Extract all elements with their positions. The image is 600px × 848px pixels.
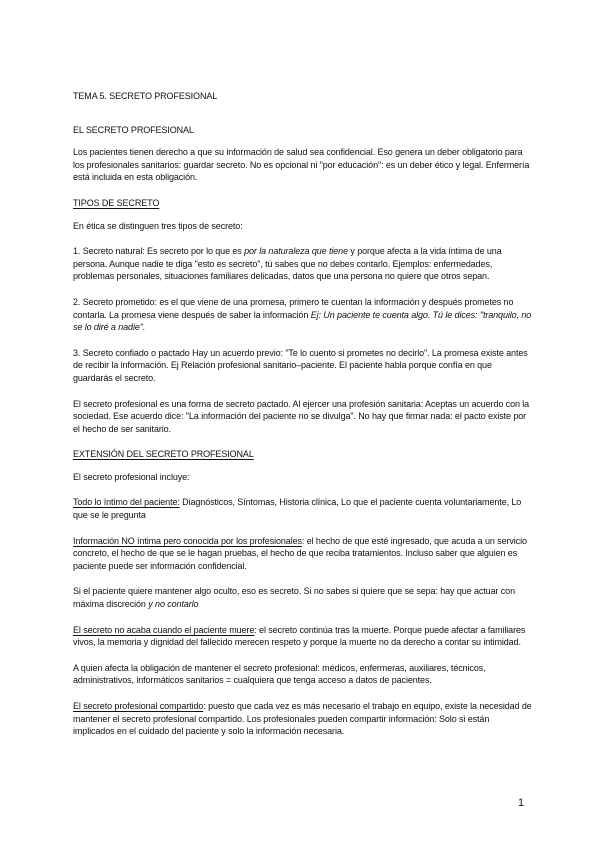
italic-run: por la naturaleza que tiene	[244, 246, 348, 257]
underlined-label: El secreto no acaba cuando el paciente muere	[73, 624, 255, 635]
paragraph-discrecion	[73, 585, 533, 610]
paragraph-secreto-natural	[73, 245, 533, 283]
paragraph-compartido	[73, 700, 533, 738]
paragraph-secreto-pactado: El secreto profesional es una forma de secreto pactado. Al ejercer una profesión sanitaria: Aceptas un acuerdo con la sociedad. Ese acuerdo dice: "La información del paciente no se divulga". No hay que firmar nada: el pacto existe por el hecho de ser sanitario.	[73, 398, 530, 434]
text-run: y porque afecta a la vida íntima de una persona. Aunque nadie te diga "esto es secreto", tú sabes que no debes contarlo. Ejemplos: enfermedades, problemas personales, situaciones familiares delicadas, datos que una persona no quiere que otros sepan.	[73, 246, 502, 282]
document-title: TEMA 5. SECRETO PROFESIONAL	[73, 91, 218, 101]
text-run: Si el paciente quiere mantener algo oculto, eso es secreto. Si no sabes si quiere que se sepa: hay que actuar con máxima discreción	[73, 586, 515, 610]
text-run: 1. Secreto natural: Es secreto por lo que es	[73, 246, 245, 257]
paragraph-a-quien-afecta: A quien afecta la obligación de mantener el secreto profesional: médicos, enfermeras, auxiliares, técnicos, administrativos, informáticos sanitarios = cualquiera que tenga acceso a datos de pacientes.	[73, 662, 486, 686]
underlined-label: Información NO íntima pero conocida por los profesionales	[73, 535, 302, 546]
page-number: 1	[518, 797, 525, 809]
text-run: 2. Secreto prometido: es el que viene de una promesa, primero te cuentan la información y después prometes no contarla. La promesa viene después de saber la información	[73, 296, 514, 320]
text-run: : puesto que cada vez es más necesario el trabajo en equipo, existe la necesidad de mantener el secreto profesional compartido. Los profesionales pueden compartir información: Solo si están implicados en el cuidado del paciente y solo la información necesaria.	[73, 701, 532, 737]
paragraph-muerte	[73, 624, 533, 649]
text-run: : el secreto continúa tras la muerte. Porque puede afectar a familiares vivos, la memoria y dignidad del fallecido merecen respeto y porque la muerte no da derecho a contar su intimidad.	[73, 624, 526, 648]
text-run: Diagnósticos, Síntomas, Historia clínica, Lo que el paciente cuenta voluntariamente, Lo que se le pregunta	[73, 497, 522, 521]
italic-run: y no contarlo	[148, 599, 199, 610]
section-heading-extension: EXTENSIÓN DEL SECRETO PROFESIONAL	[73, 449, 254, 460]
text-run: : el hecho de que esté ingresado, que acuda a un servicio concreto, el hecho de que se le hagan pruebas, el hecho de que reciba tratamientos. Incluso saber que alguien es paciente puede ser información confidencial.	[73, 535, 527, 571]
underlined-label: Todo lo íntimo del paciente:	[73, 497, 180, 508]
italic-run: Ej: Un paciente te cuenta algo. Tú le dices: "tranquilo, no se lo diré a nadie".	[73, 309, 532, 333]
paragraph-tipos-intro: En ética se distinguen tres tipos de secreto:	[73, 220, 243, 231]
paragraph-intimo	[73, 496, 533, 521]
paragraph-extension-intro: El secreto profesional incluye:	[73, 471, 190, 482]
paragraph-secreto-prometido	[73, 296, 533, 334]
document-body	[73, 90, 533, 751]
section-heading-secreto-profesional: EL SECRETO PROFESIONAL	[73, 124, 194, 135]
underlined-label: El secreto profesional compartido	[73, 701, 204, 711]
paragraph-no-intima	[73, 535, 533, 573]
paragraph-secreto-confiado: 3. Secreto confiado o pactado Hay un acuerdo previo: "Te lo cuento si prometes no decirlo". La promesa existe antes de recibir la información. Ej Relación profesional sanitario–paciente. El paciente habla porque confía en que guardarás el secreto.	[73, 347, 528, 383]
section-heading-tipos: TIPOS DE SECRETO	[73, 197, 160, 208]
paragraph-intro: Los pacientes tienen derecho a que su información de salud sea confidencial. Eso genera un deber obligatorio para los profesionales sanitarios: guardar secreto. No es opcional ni "por educación": es un deber ético y legal. Enfermería está incluida en esta obligación.	[73, 147, 530, 183]
